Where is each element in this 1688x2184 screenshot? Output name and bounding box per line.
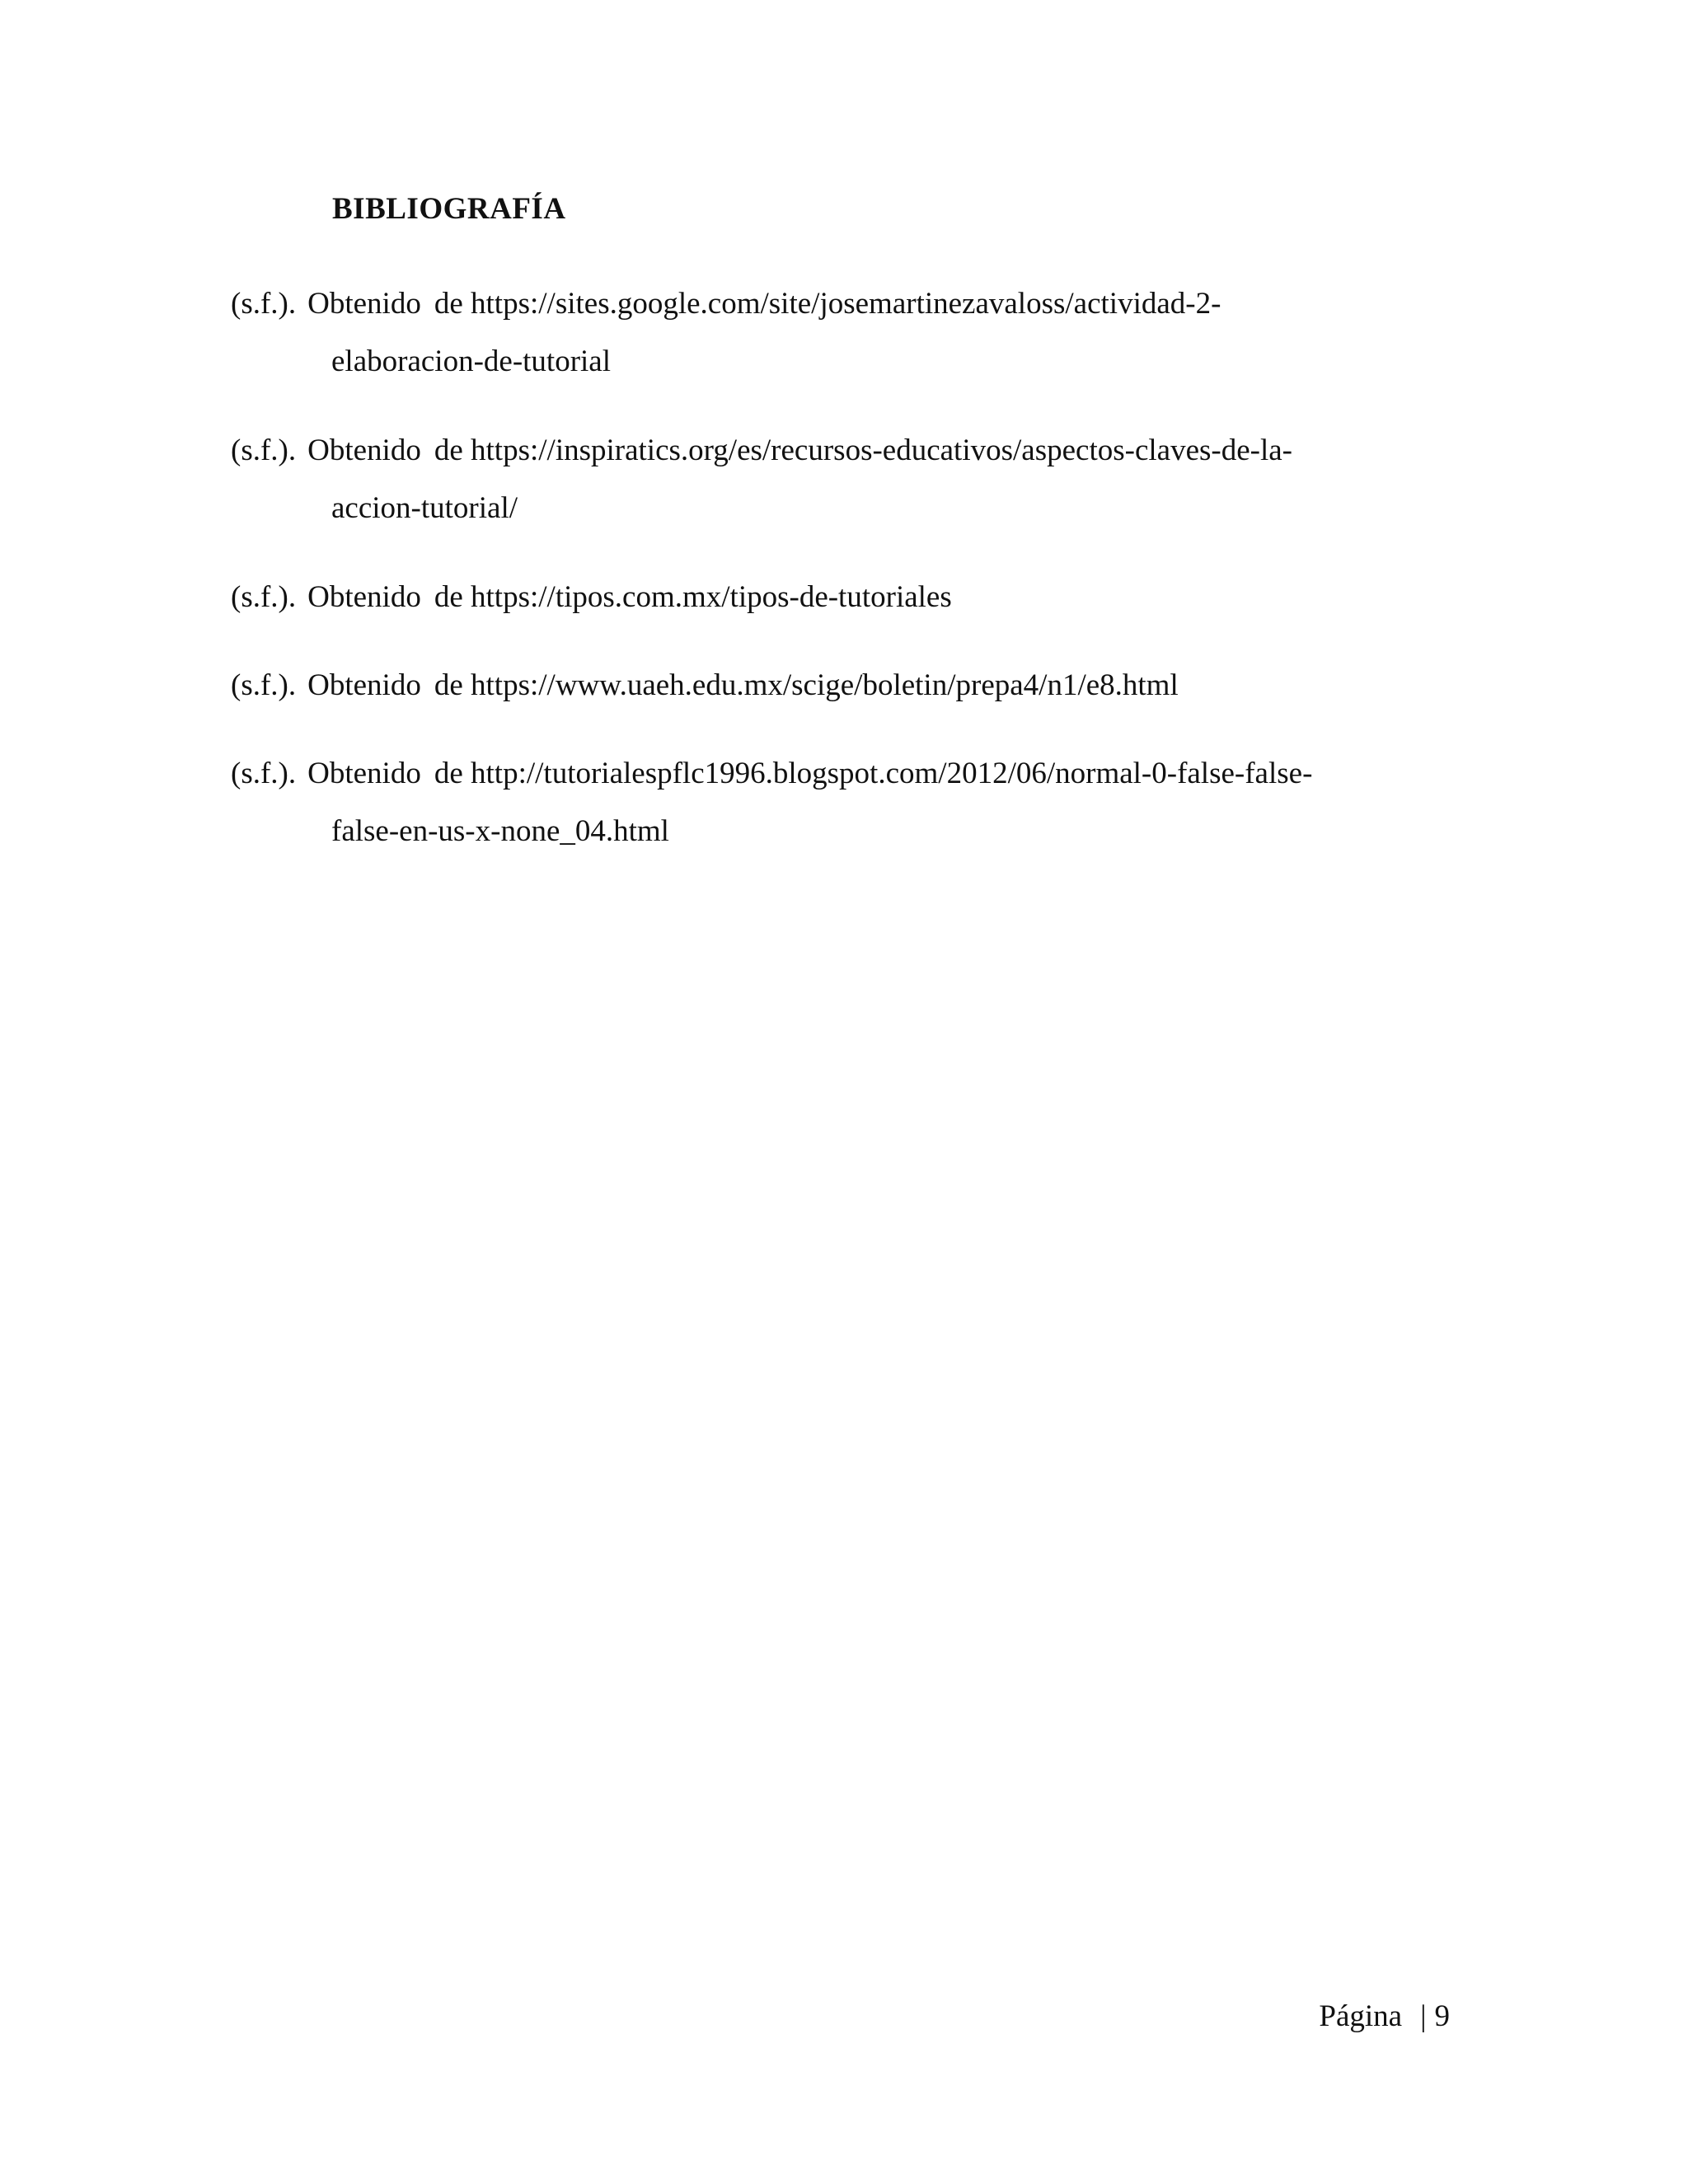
entry-obtenido: Obtenido [307,580,421,614]
entry-de: de [434,757,463,790]
entry-obtenido: Obtenido [307,668,421,702]
entry-url: https://tipos.com.mx/tipos-de-tutoriales [471,580,952,614]
entry-line-1 [231,275,1221,333]
entry-line-1 [231,745,1312,803]
entry-obtenido: Obtenido [307,434,421,467]
entry-line-1 [231,657,1179,715]
entry-prefix: (s.f.). [231,668,297,702]
page-footer [1319,1999,1450,2034]
page-number: 9 [1434,1999,1450,2033]
footer-separator: | [1420,1999,1427,2033]
bibliography-entry [231,275,1221,391]
entry-url: https://www.uaeh.edu.mx/scige/boletin/prepa4/n1/e8.html [471,668,1179,702]
entry-line-2: accion-tutorial/ [331,491,518,525]
bibliography-entry [231,745,1312,860]
entry-prefix: (s.f.). [231,580,297,614]
bibliography-entry [231,569,952,626]
entry-prefix: (s.f.). [231,434,297,467]
bibliography-entry [231,422,1292,537]
entry-prefix: (s.f.). [231,287,297,321]
entry-prefix: (s.f.). [231,757,297,790]
entry-de: de [434,287,463,321]
bibliography-entry [231,657,1179,715]
bibliography-heading: BIBLIOGRAFÍA [332,192,566,226]
entry-de: de [434,580,463,614]
entry-obtenido: Obtenido [307,757,421,790]
entry-de: de [434,434,463,467]
footer-label: Página [1319,1999,1403,2033]
entry-url: https://sites.google.com/site/josemartinezavaloss/actividad-2- [471,287,1221,321]
entry-url: https://inspiratics.org/es/recursos-educativos/aspectos-claves-de-la- [471,434,1292,467]
entry-line-2: false-en-us-x-none_04.html [331,814,669,848]
entry-obtenido: Obtenido [307,287,421,321]
entry-url: http://tutorialespflc1996.blogspot.com/2012/06/normal-0-false-false- [471,757,1313,790]
entry-line-2: elaboracion-de-tutorial [331,344,611,378]
entry-line-1 [231,569,952,626]
entry-line-1 [231,422,1292,480]
entry-de: de [434,668,463,702]
